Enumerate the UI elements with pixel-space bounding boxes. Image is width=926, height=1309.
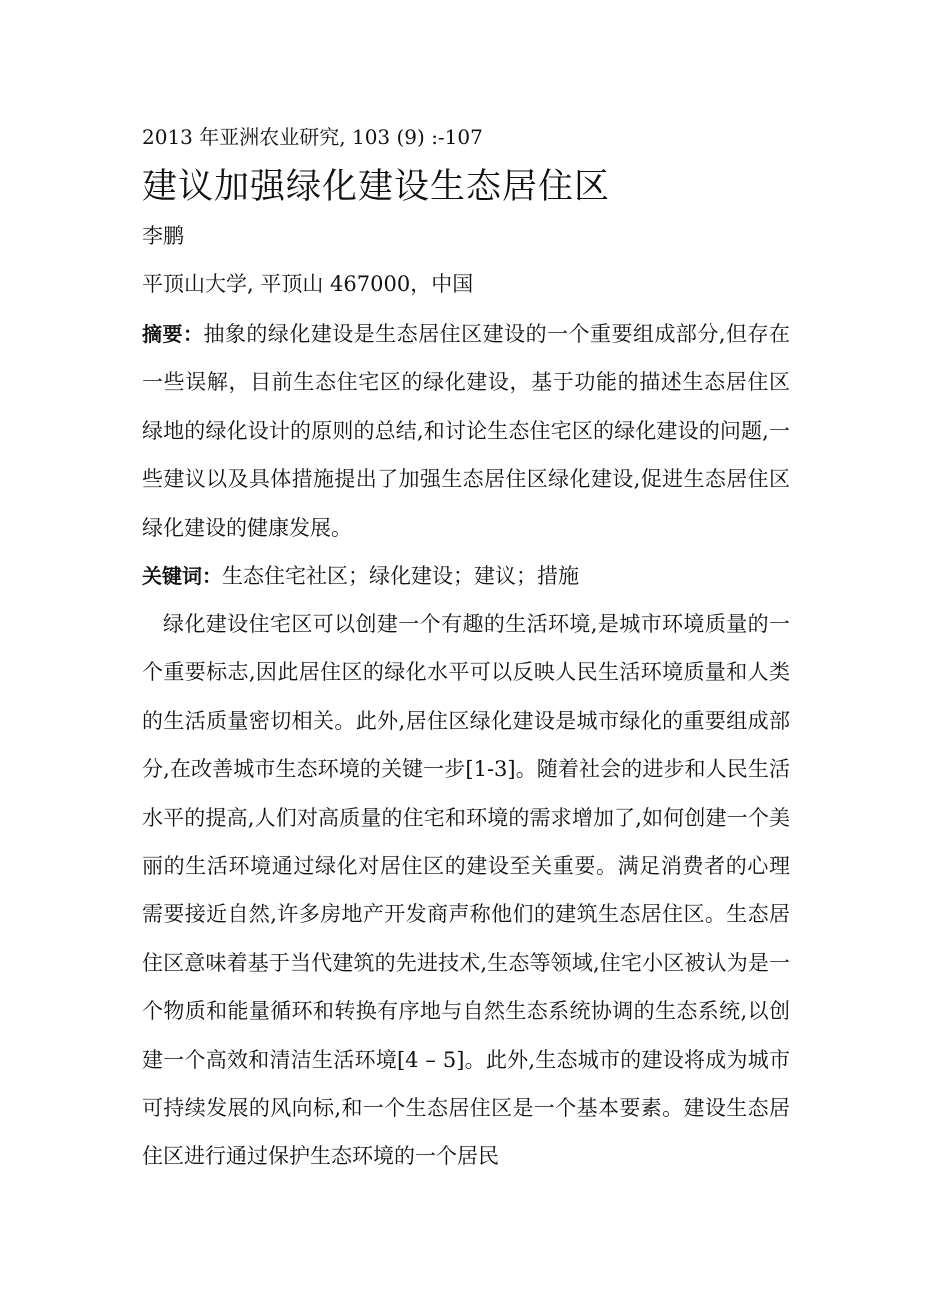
body-paragraph: 绿化建设住宅区可以创建一个有趣的生活环境,是城市环境质量的一个重要标志,因此居住区的绿化水平可以反映人民生活环境质量和人类的生活质量密切相关。此外,居住区绿化建设是城市绿化的重要组成部分,在改善城市生态环境的关键一步[1-3]。随着社会的进步和人民生活水平的提高,人们对高质量的住宅和环境的需求增加了,如何创建一个美丽的生活环境通过绿化对居住区的建设至关重要。满足消费者的心理需要接近自然,许多房地产开发商声称他们的建筑生态居住区。生态居住区意味着基于当代建筑的先进技术,生态等领域,住宅小区被认为是一个物质和能量循环和转换有序地与自然生态系统协调的生态系统,以创建一个高效和清洁生活环境[4 – 5]。此外,生态城市的建设将成为城市可持续发展的风向标,和一个生态居住区是一个基本要素。建设生态居住区进行通过保护生态环境的一个居民 <box>142 612 790 1169</box>
abstract <box>142 310 790 552</box>
journal-citation: 2013 年亚洲农业研究, 103 (9) :-107 <box>142 125 483 149</box>
keywords-text: 生态住宅社区；绿化建设；建议；措施 <box>222 564 579 588</box>
author-name: 李鹏 <box>142 224 184 248</box>
abstract-text: 抽象的绿化建设是生态居住区建设的一个重要组成部分,但存在一些误解，目前生态住宅区的绿化建设，基于功能的描述生态居住区绿地的绿化设计的原则的总结,和讨论生态住宅区的绿化建设的问题,一些建议以及具体措施提出了加强生态居住区绿化建设,促进生态居住区绿化建设的健康发展。 <box>142 322 790 540</box>
keywords <box>142 552 790 600</box>
abstract-label: 摘要： <box>142 322 204 346</box>
keywords-label: 关键词： <box>142 564 222 588</box>
author-affiliation: 平顶山大学, 平顶山 467000，中国 <box>142 272 474 296</box>
paper-title: 建议加强绿化建设生态居住区 <box>142 167 611 207</box>
